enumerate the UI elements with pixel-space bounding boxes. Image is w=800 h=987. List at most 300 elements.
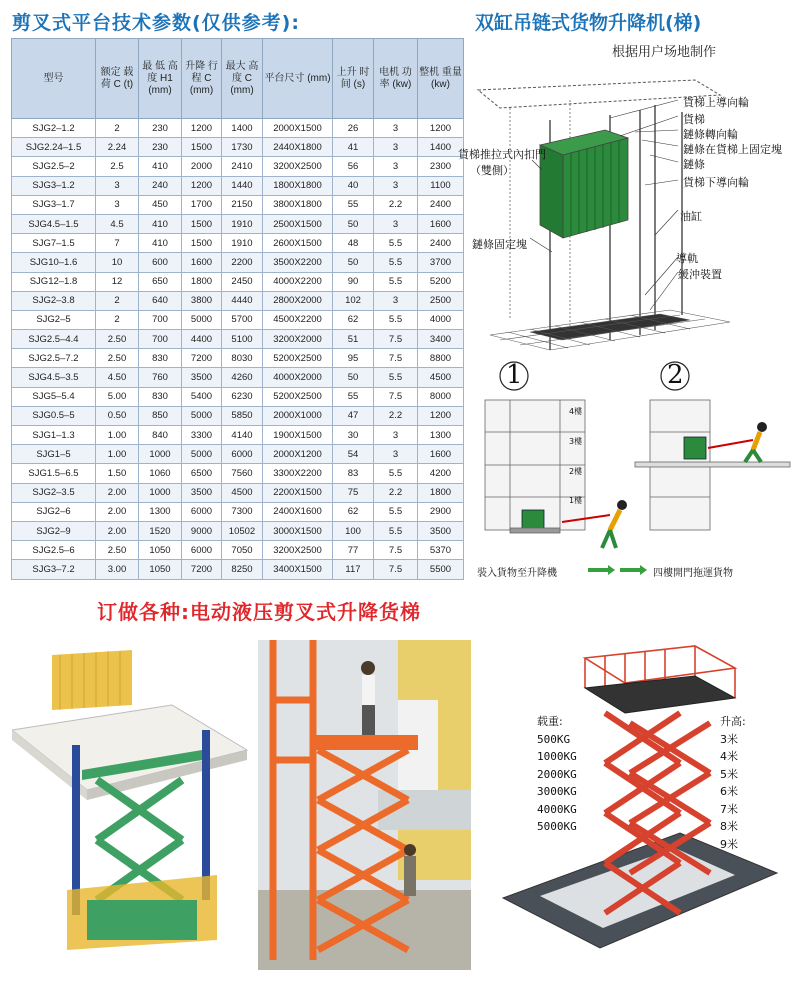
building-step2-icon — [635, 400, 790, 530]
cell-platform: 4500X2200 — [263, 310, 333, 329]
cell-rise_time: 40 — [333, 176, 374, 195]
cell-rise_time: 30 — [333, 426, 374, 445]
custom-lift-title: 订做各种:电动液压剪叉式升降货梯 — [97, 600, 421, 624]
cell-travel: 5000 — [182, 310, 222, 329]
cell-max_height: 5700 — [222, 310, 263, 329]
cell-load: 2.00 — [96, 502, 139, 521]
cell-load: 7 — [96, 234, 139, 253]
cell-weight: 4500 — [418, 368, 464, 387]
cell-travel: 1500 — [182, 138, 222, 157]
cell-rise_time: 41 — [333, 138, 374, 157]
load-label: 载重: — [537, 715, 563, 728]
cell-platform: 3200X2500 — [263, 157, 333, 176]
cell-load: 2.00 — [96, 521, 139, 540]
cell-platform: 2500X1500 — [263, 214, 333, 233]
label-door-line2: （雙側） — [470, 164, 514, 177]
table-row — [12, 560, 464, 579]
spec-table-header — [12, 39, 464, 119]
cell-load: 2.5 — [96, 157, 139, 176]
cell-model: SJG12–1.8 — [12, 272, 96, 291]
cell-min_height: 840 — [139, 426, 182, 445]
column-header-travel: 升降 行程 C (mm) — [182, 39, 222, 119]
chain-lift-subtitle: 根据用户场地制作 — [612, 45, 717, 60]
cell-min_height: 700 — [139, 310, 182, 329]
cell-weight: 8800 — [418, 349, 464, 368]
cell-platform: 3000X1500 — [263, 521, 333, 540]
cell-weight: 2400 — [418, 234, 464, 253]
cell-load: 3 — [96, 195, 139, 214]
spec-table-title: 剪叉式平台技术参数(仅供参考): — [12, 12, 300, 34]
floor-2: 2樓 — [569, 467, 583, 476]
table-row — [12, 387, 464, 406]
cell-min_height: 640 — [139, 291, 182, 310]
cell-platform: 2600X1500 — [263, 234, 333, 253]
cell-min_height: 1300 — [139, 502, 182, 521]
cell-platform: 5200X2500 — [263, 349, 333, 368]
cell-load: 1.50 — [96, 464, 139, 483]
cell-weight: 3700 — [418, 253, 464, 272]
cell-power: 5.5 — [374, 502, 418, 521]
cell-load: 5.00 — [96, 387, 139, 406]
cell-model: SJG1–1.3 — [12, 426, 96, 445]
column-header-weight: 整机 重量 (kw) — [418, 39, 464, 119]
caption-step2: 四樓開門拖運貨物 — [653, 568, 733, 579]
cell-weight: 1100 — [418, 176, 464, 195]
cell-rise_time: 55 — [333, 195, 374, 214]
cell-power: 3 — [374, 214, 418, 233]
column-header-min_height: 最 低 高 度 H1 (mm) — [139, 39, 182, 119]
cell-max_height: 8030 — [222, 349, 263, 368]
cell-weight: 1200 — [418, 119, 464, 138]
column-header-max_height: 最大 高度 C (mm) — [222, 39, 263, 119]
column-header-platform: 平台尺寸 (mm) — [263, 39, 333, 119]
cell-weight: 5200 — [418, 272, 464, 291]
table-row — [12, 406, 464, 425]
cell-weight: 3400 — [418, 330, 464, 349]
cell-load: 3 — [96, 176, 139, 195]
cell-power: 2.2 — [374, 195, 418, 214]
load-item: 4000KG — [537, 802, 577, 816]
label-chain-fix: 鏈條固定塊 — [472, 238, 527, 251]
cell-model: SJG2.5–7.2 — [12, 349, 96, 368]
cell-max_height: 5100 — [222, 330, 263, 349]
cell-travel: 4400 — [182, 330, 222, 349]
cell-travel: 3300 — [182, 426, 222, 445]
cell-model: SJG2–1.2 — [12, 119, 96, 138]
cell-rise_time: 62 — [333, 310, 374, 329]
cell-max_height: 1730 — [222, 138, 263, 157]
cell-rise_time: 47 — [333, 406, 374, 425]
cell-travel: 1500 — [182, 214, 222, 233]
cell-travel: 5000 — [182, 445, 222, 464]
cell-model: SJG10–1.6 — [12, 253, 96, 272]
cell-power: 7.5 — [374, 387, 418, 406]
cell-max_height: 7050 — [222, 541, 263, 560]
cell-min_height: 240 — [139, 176, 182, 195]
floor-1: 1樓 — [569, 496, 583, 505]
chain-lift-diagram — [470, 60, 795, 580]
cell-travel: 6500 — [182, 464, 222, 483]
floor-3: 3樓 — [569, 437, 583, 446]
cell-weight: 1600 — [418, 445, 464, 464]
cell-weight: 1300 — [418, 426, 464, 445]
cell-weight: 8000 — [418, 387, 464, 406]
cell-model: SJG1–5 — [12, 445, 96, 464]
cell-min_height: 410 — [139, 234, 182, 253]
table-row — [12, 234, 464, 253]
cell-platform: 1800X1800 — [263, 176, 333, 195]
cell-min_height: 410 — [139, 214, 182, 233]
load-spec-list — [537, 713, 577, 836]
height-item: 3米 — [720, 732, 738, 746]
height-label: 升高: — [720, 715, 746, 728]
cell-weight: 2900 — [418, 502, 464, 521]
worker-step2-icon — [708, 422, 767, 462]
cell-power: 7.5 — [374, 349, 418, 368]
cell-model: SJG2.5–2 — [12, 157, 96, 176]
cell-platform: 3200X2500 — [263, 541, 333, 560]
cell-travel: 1800 — [182, 272, 222, 291]
cell-model: SJG2–9 — [12, 521, 96, 540]
cell-min_height: 1520 — [139, 521, 182, 540]
cell-load: 2.50 — [96, 330, 139, 349]
cell-min_height: 450 — [139, 195, 182, 214]
cell-min_height: 650 — [139, 272, 182, 291]
cell-weight: 2400 — [418, 195, 464, 214]
cell-rise_time: 54 — [333, 445, 374, 464]
cell-model: SJG7–1.5 — [12, 234, 96, 253]
cell-load: 0.50 — [96, 406, 139, 425]
column-header-power: 电机 功率 (kw) — [374, 39, 418, 119]
cell-power: 3 — [374, 138, 418, 157]
load-item: 5000KG — [537, 820, 577, 833]
cell-model: SJG2.5–6 — [12, 541, 96, 560]
cell-platform: 3200X2000 — [263, 330, 333, 349]
height-spec-list — [720, 713, 746, 853]
cell-rise_time: 75 — [333, 483, 374, 502]
cell-weight: 3500 — [418, 521, 464, 540]
cell-load: 1.00 — [96, 426, 139, 445]
cell-min_height: 1060 — [139, 464, 182, 483]
cell-rise_time: 51 — [333, 330, 374, 349]
step-arrow-icon — [588, 565, 647, 575]
cell-load: 4.50 — [96, 368, 139, 387]
cell-min_height: 1050 — [139, 541, 182, 560]
cell-min_height: 1000 — [139, 445, 182, 464]
cell-min_height: 760 — [139, 368, 182, 387]
table-row — [12, 349, 464, 368]
cell-model: SJG4.5–3.5 — [12, 368, 96, 387]
cell-rise_time: 90 — [333, 272, 374, 291]
cell-power: 7.5 — [374, 541, 418, 560]
cell-power: 5.5 — [374, 310, 418, 329]
cell-power: 2.2 — [374, 483, 418, 502]
cell-travel: 1200 — [182, 176, 222, 195]
cell-max_height: 2450 — [222, 272, 263, 291]
column-header-model: 型号 — [12, 39, 96, 119]
load-item: 500KG — [537, 732, 571, 746]
cell-rise_time: 48 — [333, 234, 374, 253]
table-row — [12, 119, 464, 138]
cell-model: SJG2.24–1.5 — [12, 138, 96, 157]
cell-load: 2 — [96, 310, 139, 329]
table-row — [12, 483, 464, 502]
cell-travel: 3800 — [182, 291, 222, 310]
green-scissor-lift-image — [12, 650, 252, 950]
cell-max_height: 1910 — [222, 214, 263, 233]
table-row — [12, 253, 464, 272]
cell-platform: 2800X2000 — [263, 291, 333, 310]
cell-travel: 7200 — [182, 560, 222, 579]
cell-travel: 7200 — [182, 349, 222, 368]
cell-power: 7.5 — [374, 330, 418, 349]
table-row — [12, 195, 464, 214]
cell-load: 2.00 — [96, 483, 139, 502]
cell-platform: 4000X2000 — [263, 368, 333, 387]
cell-weight: 1200 — [418, 406, 464, 425]
header-row — [12, 39, 464, 119]
step1-number: 1 — [506, 360, 523, 390]
table-row — [12, 176, 464, 195]
table-row — [12, 445, 464, 464]
table-row — [12, 138, 464, 157]
cell-travel: 9000 — [182, 521, 222, 540]
column-header-load: 额定 载荷 C (t) — [96, 39, 139, 119]
cell-travel: 1500 — [182, 234, 222, 253]
cell-travel: 1700 — [182, 195, 222, 214]
table-row — [12, 368, 464, 387]
cell-model: SJG3–1.2 — [12, 176, 96, 195]
height-item: 5米 — [720, 767, 738, 781]
table-row — [12, 272, 464, 291]
caption-step1: 裝入貨物至升降機 — [477, 568, 557, 579]
cell-platform: 2200X1500 — [263, 483, 333, 502]
cell-max_height: 1400 — [222, 119, 263, 138]
table-row — [12, 464, 464, 483]
cell-power: 3 — [374, 291, 418, 310]
cell-max_height: 4500 — [222, 483, 263, 502]
cell-platform: 3800X1800 — [263, 195, 333, 214]
cell-max_height: 7560 — [222, 464, 263, 483]
cell-travel: 3500 — [182, 483, 222, 502]
cell-min_height: 830 — [139, 387, 182, 406]
cell-rise_time: 95 — [333, 349, 374, 368]
cell-max_height: 4140 — [222, 426, 263, 445]
cell-weight: 5370 — [418, 541, 464, 560]
table-row — [12, 426, 464, 445]
cell-load: 2.50 — [96, 349, 139, 368]
cell-model: SJG2–6 — [12, 502, 96, 521]
cell-load: 4.5 — [96, 214, 139, 233]
height-item: 8米 — [720, 820, 738, 833]
cell-power: 5.5 — [374, 234, 418, 253]
cell-rise_time: 100 — [333, 521, 374, 540]
cell-min_height: 600 — [139, 253, 182, 272]
cell-max_height: 2150 — [222, 195, 263, 214]
cell-travel: 6000 — [182, 502, 222, 521]
label-car: 貨梯 — [683, 113, 705, 126]
cell-model: SJG3–7.2 — [12, 560, 96, 579]
cell-rise_time: 62 — [333, 502, 374, 521]
cell-min_height: 1050 — [139, 560, 182, 579]
cell-model: SJG3–1.7 — [12, 195, 96, 214]
car-icon — [540, 130, 628, 238]
height-item: 9米 — [720, 837, 738, 851]
cell-weight: 1400 — [418, 138, 464, 157]
cell-platform: 2000X1200 — [263, 445, 333, 464]
cell-power: 3 — [374, 426, 418, 445]
cell-min_height: 230 — [139, 119, 182, 138]
cell-max_height: 6000 — [222, 445, 263, 464]
cell-power: 3 — [374, 119, 418, 138]
cell-model: SJG4.5–1.5 — [12, 214, 96, 233]
cell-load: 1.00 — [96, 445, 139, 464]
column-header-rise_time: 上升 时间 (s) — [333, 39, 374, 119]
cell-travel: 1600 — [182, 253, 222, 272]
cell-power: 3 — [374, 445, 418, 464]
label-door-line1: 貨梯推拉式內扣門 — [458, 148, 546, 161]
cell-load: 3.00 — [96, 560, 139, 579]
cell-platform: 3400X1500 — [263, 560, 333, 579]
cell-platform: 3500X2200 — [263, 253, 333, 272]
cell-power: 7.5 — [374, 560, 418, 579]
cell-travel: 2000 — [182, 157, 222, 176]
label-top-guide: 貨梯上導向輪 — [683, 96, 749, 109]
cell-load: 2.50 — [96, 541, 139, 560]
table-row — [12, 291, 464, 310]
cell-rise_time: 77 — [333, 541, 374, 560]
load-item: 1000KG — [537, 750, 577, 763]
cell-travel: 5400 — [182, 387, 222, 406]
height-item: 4米 — [720, 750, 738, 763]
cell-model: SJG5–5.4 — [12, 387, 96, 406]
cell-travel: 5000 — [182, 406, 222, 425]
cell-max_height: 5850 — [222, 406, 263, 425]
cell-rise_time: 50 — [333, 253, 374, 272]
cell-model: SJG2–5 — [12, 310, 96, 329]
cell-model: SJG0.5–5 — [12, 406, 96, 425]
cell-min_height: 410 — [139, 157, 182, 176]
cell-load: 2.24 — [96, 138, 139, 157]
cell-max_height: 4440 — [222, 291, 263, 310]
cell-max_height: 1440 — [222, 176, 263, 195]
cell-weight: 1600 — [418, 214, 464, 233]
cell-min_height: 230 — [139, 138, 182, 157]
cell-max_height: 7300 — [222, 502, 263, 521]
spec-table — [11, 38, 464, 580]
cell-weight: 1800 — [418, 483, 464, 502]
cell-platform: 1900X1500 — [263, 426, 333, 445]
cell-min_height: 830 — [139, 349, 182, 368]
cell-rise_time: 83 — [333, 464, 374, 483]
label-cylinder: 油缸 — [680, 210, 702, 223]
cell-rise_time: 50 — [333, 368, 374, 387]
height-item: 6米 — [720, 785, 738, 798]
cell-travel: 3500 — [182, 368, 222, 387]
chain-lift-title: 双缸吊链式货物升降机(梯) — [475, 12, 702, 34]
cell-rise_time: 55 — [333, 387, 374, 406]
cell-load: 2 — [96, 119, 139, 138]
cell-rise_time: 50 — [333, 214, 374, 233]
cell-model: SJG2–3.8 — [12, 291, 96, 310]
cell-max_height: 1910 — [222, 234, 263, 253]
label-bottom-guide: 貨梯下導向輪 — [683, 176, 749, 189]
orange-scissor-lift-photo — [258, 640, 471, 970]
cell-model: SJG2.5–4.4 — [12, 330, 96, 349]
cell-power: 5.5 — [374, 464, 418, 483]
label-rail: 導軌 — [676, 252, 698, 265]
table-row — [12, 157, 464, 176]
cell-travel: 6000 — [182, 541, 222, 560]
load-item: 2000KG — [537, 767, 577, 781]
cell-power: 3 — [374, 176, 418, 195]
cell-platform: 2440X1800 — [263, 138, 333, 157]
table-row — [12, 214, 464, 233]
cell-rise_time: 117 — [333, 560, 374, 579]
label-chain: 鏈條 — [683, 158, 705, 171]
cell-min_height: 1000 — [139, 483, 182, 502]
load-item: 3000KG — [537, 785, 577, 798]
table-row — [12, 541, 464, 560]
table-row — [12, 502, 464, 521]
cell-load: 2 — [96, 291, 139, 310]
cell-power: 5.5 — [374, 272, 418, 291]
cell-weight: 4000 — [418, 310, 464, 329]
cell-min_height: 850 — [139, 406, 182, 425]
cell-rise_time: 26 — [333, 119, 374, 138]
label-chain-fix-top: 鏈條在貨梯上固定塊 — [683, 143, 782, 156]
cell-rise_time: 56 — [333, 157, 374, 176]
cell-power: 5.5 — [374, 253, 418, 272]
cell-platform: 2000X1500 — [263, 119, 333, 138]
cell-weight: 2500 — [418, 291, 464, 310]
cell-max_height: 8250 — [222, 560, 263, 579]
table-row — [12, 330, 464, 349]
cell-power: 5.5 — [374, 368, 418, 387]
cell-model: SJG2–3.5 — [12, 483, 96, 502]
height-item: 7米 — [720, 802, 738, 816]
cell-max_height: 2410 — [222, 157, 263, 176]
cell-platform: 4000X2200 — [263, 272, 333, 291]
cell-max_height: 2200 — [222, 253, 263, 272]
cell-platform: 2400X1600 — [263, 502, 333, 521]
cell-max_height: 4260 — [222, 368, 263, 387]
cell-weight: 4200 — [418, 464, 464, 483]
cell-max_height: 6230 — [222, 387, 263, 406]
cell-weight: 2300 — [418, 157, 464, 176]
cell-power: 2.2 — [374, 406, 418, 425]
cell-platform: 3300X2200 — [263, 464, 333, 483]
cell-power: 5.5 — [374, 521, 418, 540]
cell-travel: 1200 — [182, 119, 222, 138]
table-row — [12, 310, 464, 329]
label-buffer: 緩沖裝置 — [678, 268, 722, 281]
cell-platform: 2000X1000 — [263, 406, 333, 425]
table-row — [12, 521, 464, 540]
cell-load: 12 — [96, 272, 139, 291]
step2-number: 2 — [667, 360, 684, 390]
cell-model: SJG1.5–6.5 — [12, 464, 96, 483]
floor-4: 4樓 — [569, 407, 583, 416]
cell-power: 3 — [374, 157, 418, 176]
cell-max_height: 10502 — [222, 521, 263, 540]
cell-min_height: 700 — [139, 330, 182, 349]
cell-weight: 5500 — [418, 560, 464, 579]
cell-load: 10 — [96, 253, 139, 272]
label-chain-wheel: 鏈條轉向輪 — [683, 128, 738, 141]
spec-table-body — [12, 119, 464, 580]
cell-rise_time: 102 — [333, 291, 374, 310]
